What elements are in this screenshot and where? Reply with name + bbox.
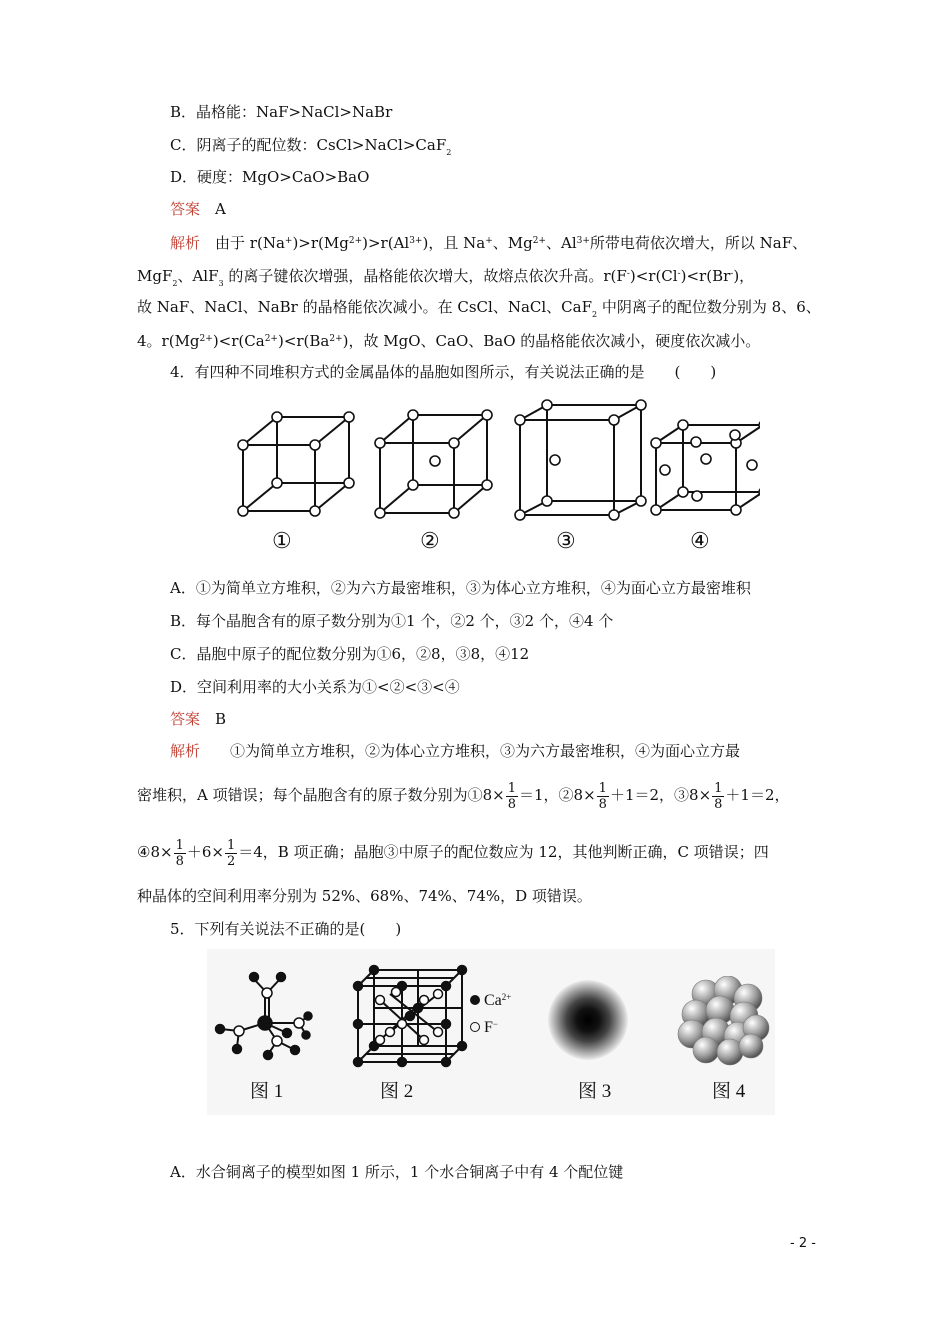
filled-circle-icon [470, 995, 480, 1005]
q4-option-a: A．①为简单立方堆积，②为六方最密堆积，③为体心立方堆积，④为面心立方最密堆积 [170, 579, 751, 597]
q4-fig-label-3: ③ [556, 529, 576, 554]
q4-analysis-line-2: 密堆积，A 项错误；每个晶胞含有的原子数分别为①8× $\frac{1}{8}$ ＝1，②8× $\frac{1}{8}$ ＋1＝2，③8× $\frac{1}{8}$ ＋1＝2， [137, 780, 790, 812]
fraction-one-eighth: $\frac{1}{8}$ [507, 780, 516, 812]
legend-f-ion: F− [470, 1015, 498, 1037]
q5-fig-label-2: 图 2 [380, 1081, 414, 1102]
hexagonal-cell [520, 405, 641, 515]
q3-analysis-line-4: 4。$r(Mg^{2+})<r(Ca^{2+})<r(Ba^{2+})$，故 MgO、CaO、BaO 的晶格能依次减小，硬度依次减小。 [137, 332, 761, 350]
q4-analysis-line-4: 种晶体的空间利用率分别为 52%、68%、74%、74%，D 项错误。 [137, 887, 592, 905]
q5-option-a: A．水合铜离子的模型如图 1 所示，1 个水合铜离子中有 4 个配位键 [170, 1163, 624, 1181]
fraction-one-eighth: $\frac{1}{8}$ [714, 780, 723, 812]
simple-cubic-cell [243, 417, 349, 511]
q4-fig-label-2: ② [420, 529, 440, 554]
fluorite-unit-cell-model [340, 960, 470, 1070]
q4-option-d: D．空间利用率的大小关系为①<②<③<④ [170, 678, 460, 696]
q4-fig-label-4: ④ [690, 529, 710, 554]
q3-analysis-line-3: 故 NaF、NaCl、NaBr 的晶格能依次减小。在 CsCl、NaCl、CaF$_2$ 中阴离子的配位数分别为 8、6、 [137, 298, 821, 319]
q3-analysis-line-2: MgF$_2$、AlF$_3$ 的离子键依次增强，晶格能依次增大，故熔点依次升高。r(F-)<r(Cl-)<r(Br-)， [137, 267, 755, 288]
hydrated-copper-ion-model [207, 949, 327, 1074]
q4-option-b: B．每个晶胞含有的原子数分别为①1 个，②2 个，③2 个，④4 个 [170, 612, 614, 630]
q5-fig-label-3: 图 3 [578, 1081, 612, 1102]
q3-option-b: B．晶格能：NaF>NaCl>NaBr [170, 103, 393, 121]
open-circle-icon [470, 1022, 480, 1032]
q5-stem: 5．下列有关说法不正确的是( ) [170, 920, 402, 938]
face-centered-cell [656, 425, 760, 510]
page-number: - 2 - [790, 1236, 816, 1251]
q4-analysis-line-1: 解析 ①为简单立方堆积，②为体心立方堆积，③为六方最密堆积，④为面心立方最 [170, 742, 741, 760]
electron-cloud-image [548, 980, 628, 1060]
fraction-one-eighth: $\frac{1}{8}$ [175, 837, 184, 869]
q3-answer: 答案 A [170, 200, 226, 218]
fraction-one-eighth: $\frac{1}{8}$ [598, 780, 607, 812]
q4-unit-cell-figure [225, 393, 760, 563]
q4-fig-label-1: ① [272, 529, 292, 554]
q4-analysis-line-3: ④8× $\frac{1}{8}$ ＋6× $\frac{1}{2}$ ＝4，B 项正确；晶胞③中原子的配位数应为 12，其他判断正确，C 项错误；四 [137, 837, 769, 869]
q3-analysis-line-1: 解析 由于 $r(Na^+)>r(Mg^{2+})>r(Al^{3+})$，且 Na+、$Mg^{2+}$、$Al^{3+}$所带电荷依次增大，所以 NaF、 [170, 234, 808, 252]
q4-answer: 答案 B [170, 710, 227, 728]
metal-sphere-packing-model [676, 976, 771, 1066]
fraction-one-half: $\frac{1}{2}$ [226, 837, 236, 869]
q4-stem: 4．有四种不同堆积方式的金属晶体的晶胞如图所示，有关说法正确的是 ( ) [170, 363, 717, 381]
q3-option-d: D．硬度：MgO>CaO>BaO [170, 168, 370, 186]
legend-ca-ion: $Ca^{2+}$ [470, 988, 511, 1010]
q3-option-c: C．阴离子的配位数：CsCl>NaCl>CaF$_2$ [170, 136, 452, 157]
q5-fig-label-4: 图 4 [712, 1081, 746, 1102]
q5-fig-label-1: 图 1 [250, 1081, 284, 1102]
q4-option-c: C．晶胞中原子的配位数分别为①6，②8，③8，④12 [170, 645, 530, 663]
